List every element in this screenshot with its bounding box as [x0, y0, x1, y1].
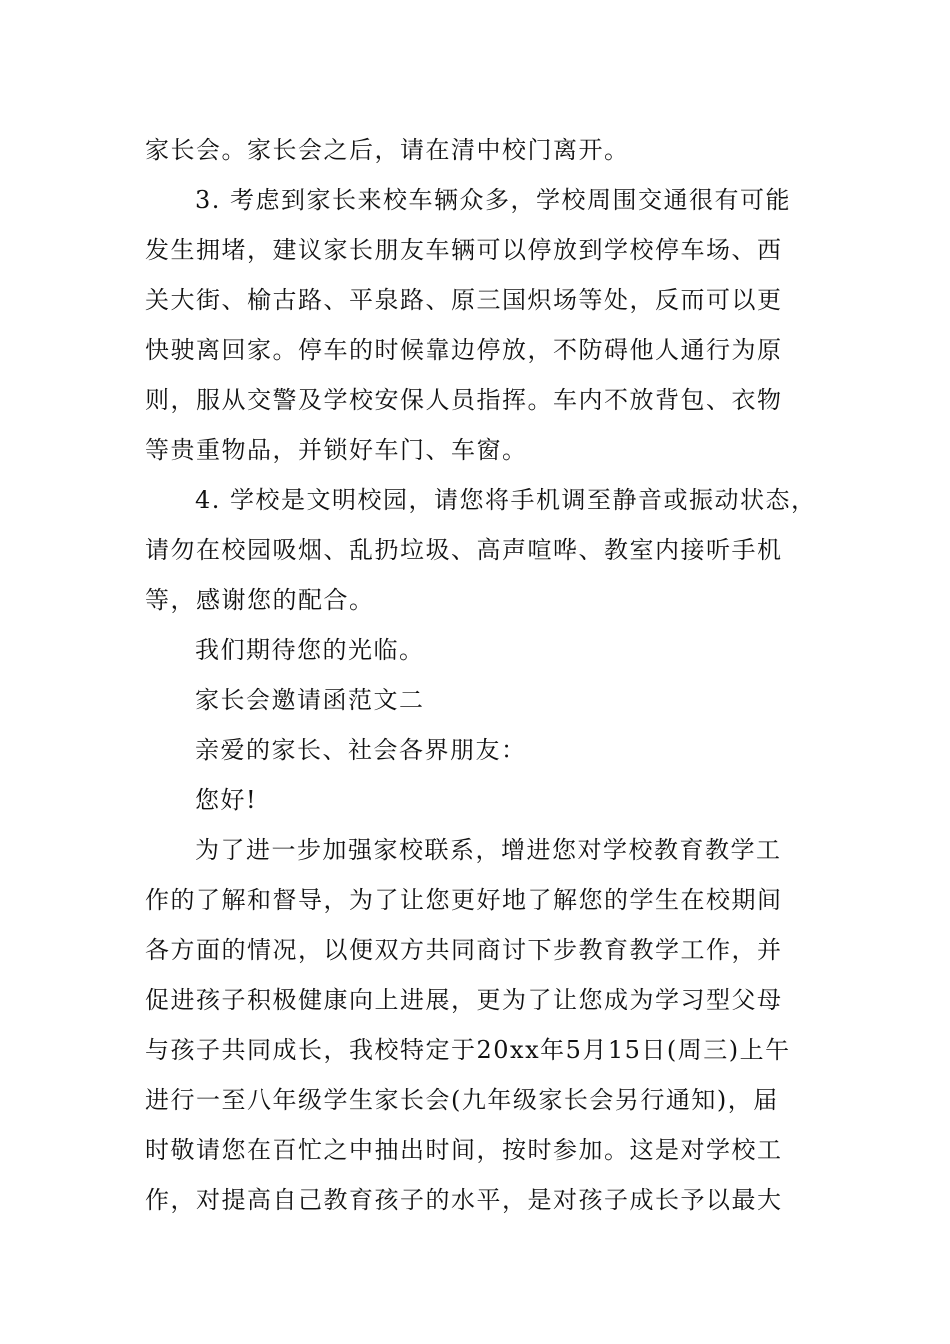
text-line: 促进孩子积极健康向上进展，更为了让您成为学习型父母: [145, 986, 783, 1014]
text-line: 快驶离回家。停车的时候靠边停放，不防碍他人通行为原: [145, 336, 783, 364]
text-line: 等，感谢您的配合。: [145, 586, 375, 614]
text-line: 作的了解和督导，为了让您更好地了解您的学生在校期间: [145, 886, 783, 914]
text-line: 家长会。家长会之后，请在清中校门离开。: [145, 136, 630, 164]
text-line: 作，对提高自己教育孩子的水平，是对孩子成长予以最大: [145, 1186, 783, 1214]
text-line: 请勿在校园吸烟、乱扔垃圾、高声喧哗、教室内接听手机: [145, 536, 783, 564]
text-line: 我们期待您的光临。: [195, 636, 425, 664]
text-line: 等贵重物品，并锁好车门、车窗。: [145, 436, 528, 464]
text-line: 与孩子共同成长，我校特定于20xx年5月15日(周三)上午: [145, 1036, 791, 1064]
greeting: 您好!: [195, 786, 258, 814]
text-line: 则，服从交警及学校安保人员指挥。车内不放背包、衣物: [145, 386, 783, 414]
section-heading: 家长会邀请函范文二: [195, 686, 425, 714]
text-line: 进行一至八年级学生家长会(九年级家长会另行通知)，届: [145, 1086, 779, 1114]
text-line: 关大街、榆古路、平泉路、原三国炽场等处，反而可以更: [145, 286, 783, 314]
salutation: 亲爱的家长、社会各界朋友：: [195, 736, 527, 764]
text-line: 各方面的情况，以便双方共同商讨下步教育教学工作，并: [145, 936, 783, 964]
text-line: 时敬请您在百忙之中抽出时间，按时参加。这是对学校工: [145, 1136, 783, 1164]
text-line: 3. 考虑到家长来校车辆众多，学校周围交通很有可能: [195, 186, 792, 214]
text-line: 4. 学校是文明校园，请您将手机调至静音或振动状态，: [195, 486, 817, 514]
text-line: 为了进一步加强家校联系，增进您对学校教育教学工: [195, 836, 782, 864]
text-line: 发生拥堵，建议家长朋友车辆可以停放到学校停车场、西: [145, 236, 783, 264]
